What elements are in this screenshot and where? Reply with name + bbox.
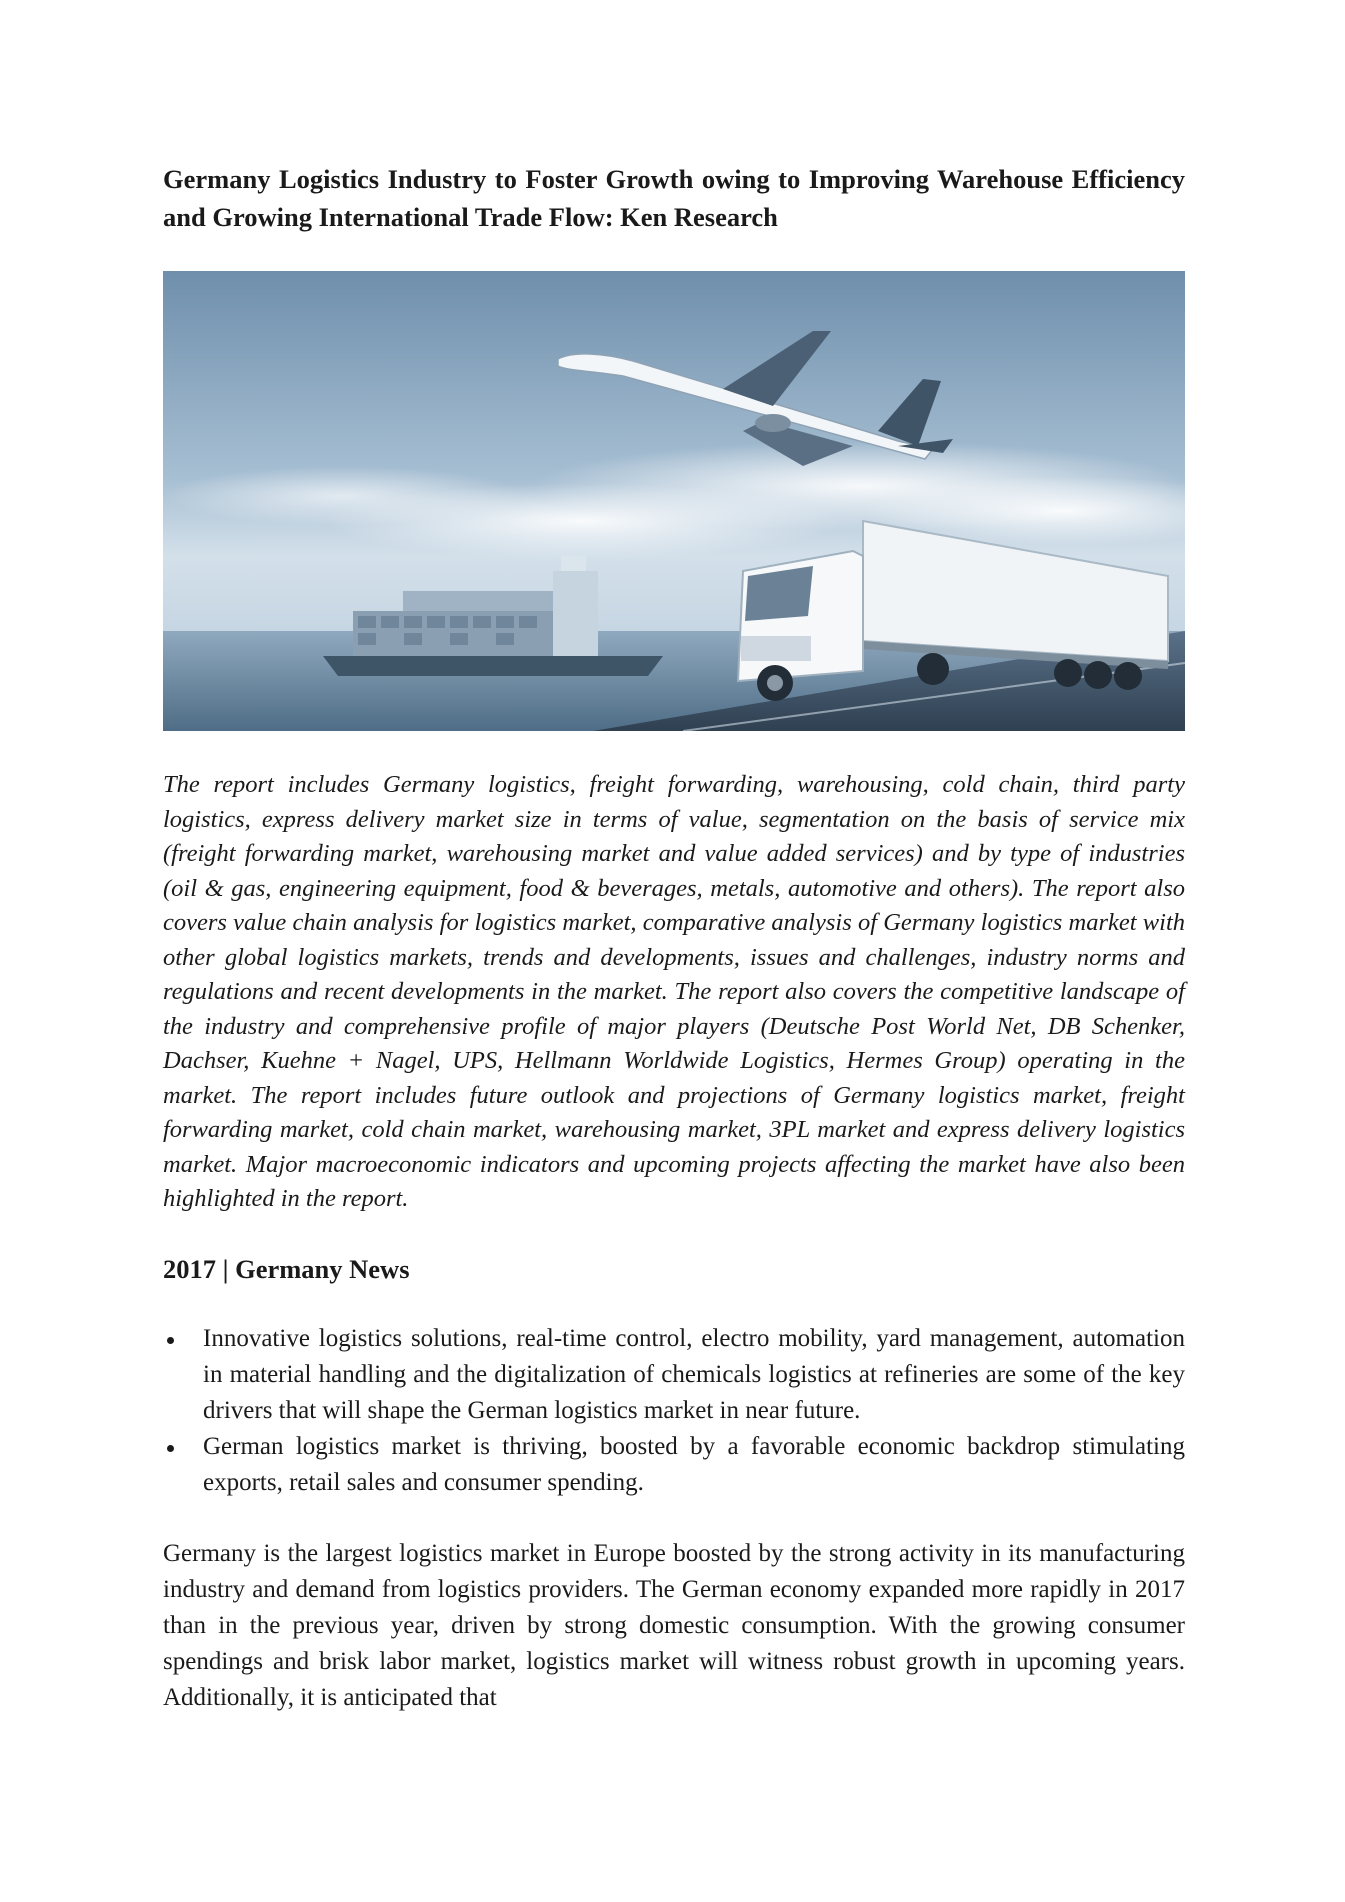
hero-image [163,271,1185,731]
body-paragraph: Germany is the largest logistics market in Europe boosted by the strong activity in its manufacturing industry and demand from logistics providers. The German economy expanded more rapidly in 2017 than in the previous year, driven by strong domestic consumption. With the growing consumer spendings and brisk labor market, logistics market will witness robust growth in upcoming years. Additionally, it is anticipated that [163,1539,1185,1711]
list-item-text: Innovative logistics solutions, real-time control, electro mobility, yard management, automation in material handling and the digitalization of chemicals logistics at refineries are some of the key drivers that will shape the German logistics market in near future. [203,1324,1185,1424]
news-list [163,1321,1185,1501]
document-content [163,160,1185,1716]
list-item-text: German logistics market is thriving, boosted by a favorable economic backdrop stimulating exports, retail sales and consumer spending. [203,1432,1185,1496]
report-summary: The report includes Germany logistics, freight forwarding, warehousing, cold chain, third party logistics, express delivery market size in terms of value, segmentation on the basis of service mix (freight forwarding market, warehousing market and value added services) and by type of industries (oil & gas, engineering equipment, food & beverages, metals, automotive and others). The report also covers value chain analysis for logistics market, comparative analysis of Germany logistics market with other global logistics markets, trends and developments, issues and challenges, industry norms and regulations and recent developments in the market. The report also covers the competitive landscape of the industry and comprehensive profile of major players (Deutsche Post World Net, DB Schenker, Dachser, Kuehne + Nagel, UPS, Hellmann Worldwide Logistics, Hermes Group) operating in the market. The report includes future outlook and projections of Germany logistics market, freight forwarding market, cold chain market, warehousing market, 3PL market and express delivery logistics market. Major macroeconomic indicators and upcoming projects affecting the market have also been highlighted in the report. [163,771,1185,1212]
section-heading: 2017 | Germany News [163,1253,410,1284]
list-item [163,1429,1185,1501]
bullet-icon [167,1445,174,1452]
list-item [163,1321,1185,1429]
document-title: Germany Logistics Industry to Foster Growth owing to Improving Warehouse Efficiency and Growing International Trade Flow: Ken Research [163,164,1185,232]
bullet-icon [167,1337,174,1344]
